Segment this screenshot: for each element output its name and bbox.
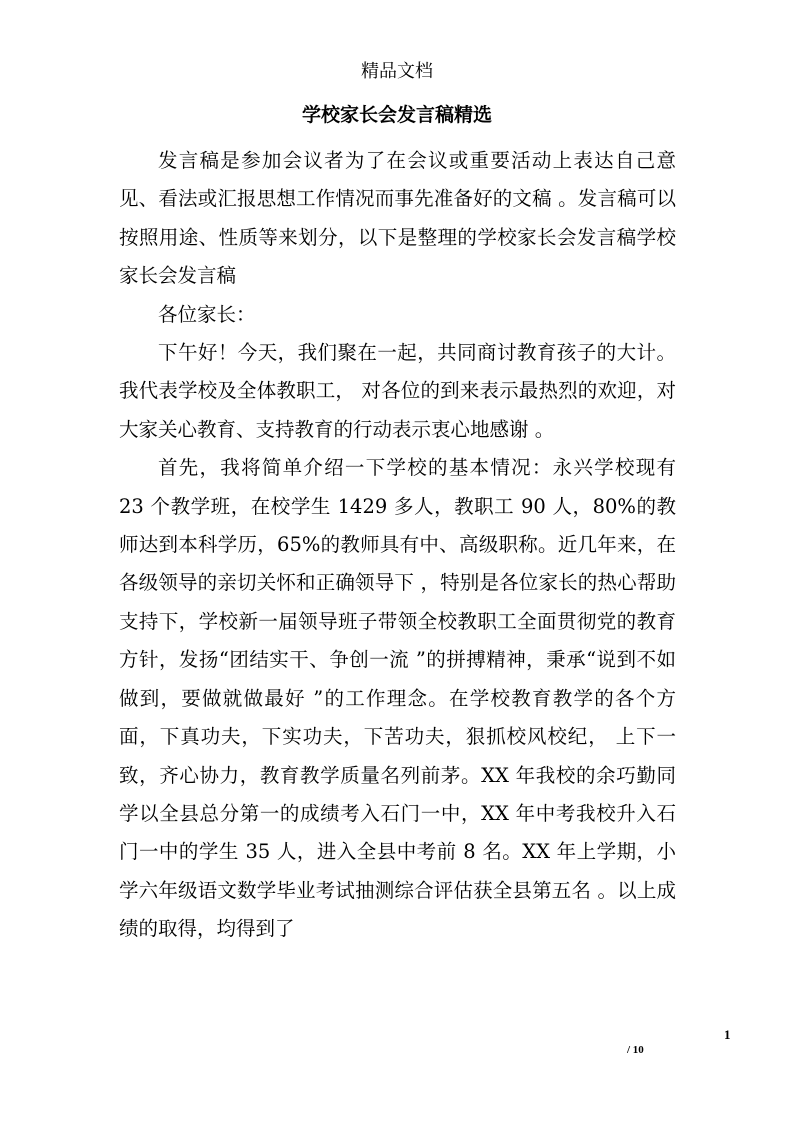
paragraph-school-overview: 首先，我将简单介绍一下学校的基本情况：永兴学校现有 23 个教学班，在校学生 1429 多人，教职工 90 人，80%的教师达到本科学历，65%的教师具有中、高级职称。近几年来，在各级领导的亲切关怀和正确领导下 ，特别是各位家长的热心帮助支持下，学校新一届领导班子带领全校教职工全面贯彻党的教育方针，发扬“团结实干、争创一流 ”的拼搏精神，秉承“说到不如做到，要做就做最好 ”的工作理念。在学校教育教学的各个方面，下真功夫，下实功夫，下苦功夫，狠抓校风校纪， 上下一致，齐心协力，教育教学质量名列前茅。XX 年我校的余巧勤同学以全县总分第一的成绩考入石门一中，XX 年中考我校升入石门一中的学生 35 人，进入全县中考前 8 名。XX 年上学期，小学六年级语文数学毕业考试抽测综合评估获全县第五名 。以上成绩的取得，均得到了 <box>119 456 676 941</box>
paragraph-greeting: 各位家长： <box>158 302 256 326</box>
page-total: / 10 <box>627 1044 644 1056</box>
paragraph-welcome: 下午好！今天，我们聚在一起，共同商讨教育孩子的大计。我代表学校及全体教职工， 对各位的到来表示最热烈的欢迎，对大家关心教育、支持教育的行动表示衷心地感谢 。 <box>119 341 676 441</box>
document-body <box>119 142 676 949</box>
document-title: 学校家长会发言稿精选 <box>301 104 492 126</box>
paragraph-intro: 发言稿是参加会议者为了在会议或重要活动上表达自己意见、看法或汇报思想工作情况而事先准备好的文稿 。发言稿可以按照用途、性质等来划分，以下是整理的学校家长会发言稿学校家长会发言稿 <box>119 149 676 288</box>
page-header: 精品文档 <box>361 61 433 82</box>
page-number: 1 <box>724 1027 731 1042</box>
